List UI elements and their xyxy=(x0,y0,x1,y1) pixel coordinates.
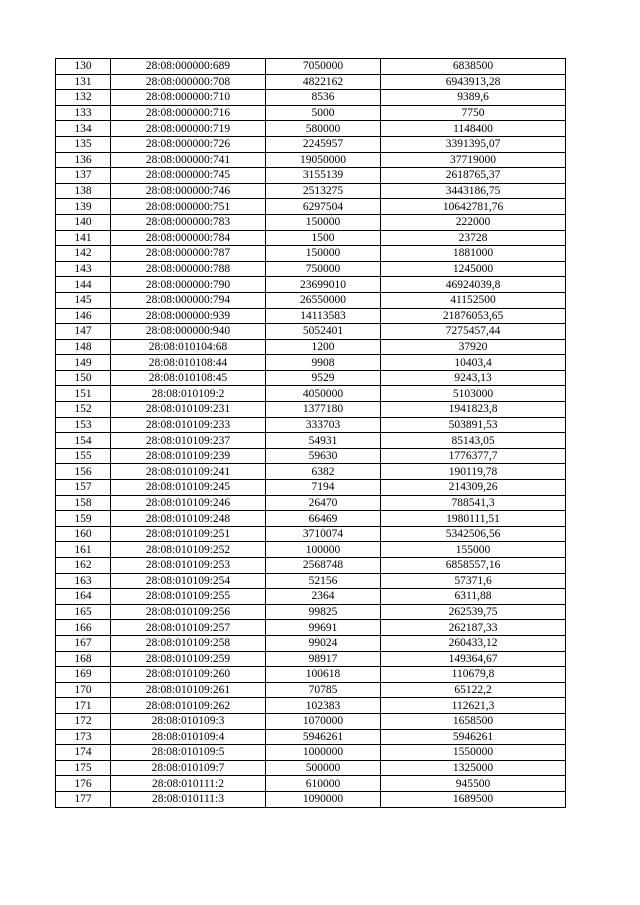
value-cell: 59630 xyxy=(266,448,381,464)
cadastral-number-cell: 28:08:000000:788 xyxy=(111,261,266,277)
row-number-cell: 175 xyxy=(56,760,111,776)
amount-cell: 1881000 xyxy=(381,246,566,262)
row-number-cell: 142 xyxy=(56,246,111,262)
amount-cell: 262187,33 xyxy=(381,620,566,636)
row-number-cell: 156 xyxy=(56,464,111,480)
row-number-cell: 155 xyxy=(56,448,111,464)
table-row xyxy=(56,573,566,589)
table-row xyxy=(56,90,566,106)
amount-cell: 5946261 xyxy=(381,729,566,745)
amount-cell: 41152500 xyxy=(381,292,566,308)
amount-cell: 9243,13 xyxy=(381,370,566,386)
cadastral-number-cell: 28:08:000000:746 xyxy=(111,183,266,199)
table-row xyxy=(56,433,566,449)
value-cell: 4822162 xyxy=(266,74,381,90)
amount-cell: 6943913,28 xyxy=(381,74,566,90)
cadastral-number-cell: 28:08:010104:68 xyxy=(111,339,266,355)
table-row xyxy=(56,370,566,386)
cadastral-number-cell: 28:08:010111:2 xyxy=(111,776,266,792)
cadastral-number-cell: 28:08:000000:719 xyxy=(111,121,266,137)
table-row xyxy=(56,667,566,683)
value-cell: 100618 xyxy=(266,667,381,683)
cadastral-number-cell: 28:08:010109:253 xyxy=(111,558,266,574)
row-number-cell: 149 xyxy=(56,355,111,371)
row-number-cell: 160 xyxy=(56,526,111,542)
cadastral-number-cell: 28:08:000000:751 xyxy=(111,199,266,215)
amount-cell: 7750 xyxy=(381,105,566,121)
amount-cell: 1689500 xyxy=(381,791,566,807)
amount-cell: 3391395,07 xyxy=(381,136,566,152)
value-cell: 4050000 xyxy=(266,386,381,402)
row-number-cell: 169 xyxy=(56,667,111,683)
amount-cell: 1148400 xyxy=(381,121,566,137)
row-number-cell: 153 xyxy=(56,417,111,433)
amount-cell: 1325000 xyxy=(381,760,566,776)
cadastral-number-cell: 28:08:010109:239 xyxy=(111,448,266,464)
table-row xyxy=(56,339,566,355)
table-row xyxy=(56,682,566,698)
amount-cell: 5342506,56 xyxy=(381,526,566,542)
value-cell: 26550000 xyxy=(266,292,381,308)
amount-cell: 260433,12 xyxy=(381,635,566,651)
cadastral-number-cell: 28:08:000000:783 xyxy=(111,214,266,230)
cadastral-number-cell: 28:08:000000:726 xyxy=(111,136,266,152)
row-number-cell: 171 xyxy=(56,698,111,714)
row-number-cell: 164 xyxy=(56,589,111,605)
table-row xyxy=(56,402,566,418)
table-row xyxy=(56,417,566,433)
value-cell: 1377180 xyxy=(266,402,381,418)
table-row xyxy=(56,292,566,308)
table-row xyxy=(56,495,566,511)
cadastral-number-cell: 28:08:010109:245 xyxy=(111,480,266,496)
amount-cell: 6838500 xyxy=(381,59,566,75)
value-cell: 580000 xyxy=(266,121,381,137)
cadastral-number-cell: 28:08:010109:4 xyxy=(111,729,266,745)
table-row xyxy=(56,74,566,90)
table-row xyxy=(56,729,566,745)
cadastral-number-cell: 28:08:010111:3 xyxy=(111,791,266,807)
amount-cell: 6311,88 xyxy=(381,589,566,605)
value-cell: 150000 xyxy=(266,246,381,262)
row-number-cell: 157 xyxy=(56,480,111,496)
row-number-cell: 151 xyxy=(56,386,111,402)
table-row xyxy=(56,745,566,761)
value-cell: 1000000 xyxy=(266,745,381,761)
row-number-cell: 137 xyxy=(56,168,111,184)
cadastral-number-cell: 28:08:010108:45 xyxy=(111,370,266,386)
table-row xyxy=(56,558,566,574)
row-number-cell: 132 xyxy=(56,90,111,106)
amount-cell: 112621,3 xyxy=(381,698,566,714)
value-cell: 333703 xyxy=(266,417,381,433)
table-row xyxy=(56,246,566,262)
cadastral-number-cell: 28:08:010109:246 xyxy=(111,495,266,511)
amount-cell: 222000 xyxy=(381,214,566,230)
row-number-cell: 131 xyxy=(56,74,111,90)
table-row xyxy=(56,277,566,293)
row-number-cell: 148 xyxy=(56,339,111,355)
table-row xyxy=(56,620,566,636)
table-row xyxy=(56,183,566,199)
row-number-cell: 138 xyxy=(56,183,111,199)
row-number-cell: 150 xyxy=(56,370,111,386)
cadastral-number-cell: 28:08:010109:256 xyxy=(111,604,266,620)
value-cell: 1200 xyxy=(266,339,381,355)
cadastral-number-cell: 28:08:010109:255 xyxy=(111,589,266,605)
row-number-cell: 166 xyxy=(56,620,111,636)
cadastral-number-cell: 28:08:010109:2 xyxy=(111,386,266,402)
value-cell: 19050000 xyxy=(266,152,381,168)
cadastral-number-cell: 28:08:010109:7 xyxy=(111,760,266,776)
amount-cell: 2618765,37 xyxy=(381,168,566,184)
amount-cell: 1776377,7 xyxy=(381,448,566,464)
value-cell: 26470 xyxy=(266,495,381,511)
row-number-cell: 163 xyxy=(56,573,111,589)
row-number-cell: 146 xyxy=(56,308,111,324)
table-row xyxy=(56,511,566,527)
cadastral-number-cell: 28:08:010109:3 xyxy=(111,713,266,729)
table-row xyxy=(56,526,566,542)
row-number-cell: 144 xyxy=(56,277,111,293)
row-number-cell: 165 xyxy=(56,604,111,620)
value-cell: 5946261 xyxy=(266,729,381,745)
table-row xyxy=(56,635,566,651)
amount-cell: 1245000 xyxy=(381,261,566,277)
amount-cell: 945500 xyxy=(381,776,566,792)
value-cell: 99691 xyxy=(266,620,381,636)
value-cell: 5052401 xyxy=(266,324,381,340)
amount-cell: 110679,8 xyxy=(381,667,566,683)
cadastral-number-cell: 28:08:010109:248 xyxy=(111,511,266,527)
row-number-cell: 170 xyxy=(56,682,111,698)
table-row xyxy=(56,651,566,667)
cadastral-number-cell: 28:08:000000:710 xyxy=(111,90,266,106)
amount-cell: 7275457,44 xyxy=(381,324,566,340)
row-number-cell: 173 xyxy=(56,729,111,745)
row-number-cell: 177 xyxy=(56,791,111,807)
cadastral-number-cell: 28:08:000000:790 xyxy=(111,277,266,293)
cadastral-number-cell: 28:08:010109:259 xyxy=(111,651,266,667)
value-cell: 99024 xyxy=(266,635,381,651)
amount-cell: 214309,26 xyxy=(381,480,566,496)
row-number-cell: 130 xyxy=(56,59,111,75)
value-cell: 70785 xyxy=(266,682,381,698)
amount-cell: 37920 xyxy=(381,339,566,355)
value-cell: 1090000 xyxy=(266,791,381,807)
table-row xyxy=(56,230,566,246)
value-cell: 9908 xyxy=(266,355,381,371)
amount-cell: 149364,67 xyxy=(381,651,566,667)
table-row xyxy=(56,480,566,496)
cadastral-number-cell: 28:08:010108:44 xyxy=(111,355,266,371)
value-cell: 100000 xyxy=(266,542,381,558)
amount-cell: 6858557,16 xyxy=(381,558,566,574)
cadastral-number-cell: 28:08:010109:233 xyxy=(111,417,266,433)
value-cell: 1070000 xyxy=(266,713,381,729)
amount-cell: 57371,6 xyxy=(381,573,566,589)
row-number-cell: 172 xyxy=(56,713,111,729)
amount-cell: 503891,53 xyxy=(381,417,566,433)
value-cell: 2245957 xyxy=(266,136,381,152)
table-row xyxy=(56,464,566,480)
value-cell: 8536 xyxy=(266,90,381,106)
row-number-cell: 147 xyxy=(56,324,111,340)
row-number-cell: 141 xyxy=(56,230,111,246)
table-row xyxy=(56,542,566,558)
value-cell: 54931 xyxy=(266,433,381,449)
amount-cell: 1941823,8 xyxy=(381,402,566,418)
table-row xyxy=(56,214,566,230)
row-number-cell: 168 xyxy=(56,651,111,667)
amount-cell: 5103000 xyxy=(381,386,566,402)
amount-cell: 3443186,75 xyxy=(381,183,566,199)
cadastral-number-cell: 28:08:000000:787 xyxy=(111,246,266,262)
row-number-cell: 152 xyxy=(56,402,111,418)
value-cell: 750000 xyxy=(266,261,381,277)
cadastral-number-cell: 28:08:000000:940 xyxy=(111,324,266,340)
cadastral-number-cell: 28:08:010109:262 xyxy=(111,698,266,714)
value-cell: 7050000 xyxy=(266,59,381,75)
cadastral-number-cell: 28:08:010109:258 xyxy=(111,635,266,651)
value-cell: 6382 xyxy=(266,464,381,480)
cadastral-number-cell: 28:08:010109:257 xyxy=(111,620,266,636)
row-number-cell: 135 xyxy=(56,136,111,152)
table-row xyxy=(56,604,566,620)
amount-cell: 21876053,65 xyxy=(381,308,566,324)
cadastral-number-cell: 28:08:010109:252 xyxy=(111,542,266,558)
cadastral-number-cell: 28:08:000000:794 xyxy=(111,292,266,308)
table-row xyxy=(56,791,566,807)
table-row xyxy=(56,698,566,714)
value-cell: 99825 xyxy=(266,604,381,620)
cadastral-number-cell: 28:08:000000:708 xyxy=(111,74,266,90)
value-cell: 23699010 xyxy=(266,277,381,293)
table-row xyxy=(56,59,566,75)
value-cell: 500000 xyxy=(266,760,381,776)
cadastral-number-cell: 28:08:000000:784 xyxy=(111,230,266,246)
amount-cell: 262539,75 xyxy=(381,604,566,620)
value-cell: 66469 xyxy=(266,511,381,527)
row-number-cell: 174 xyxy=(56,745,111,761)
cadastral-number-cell: 28:08:000000:745 xyxy=(111,168,266,184)
row-number-cell: 143 xyxy=(56,261,111,277)
row-number-cell: 133 xyxy=(56,105,111,121)
amount-cell: 1658500 xyxy=(381,713,566,729)
table-row xyxy=(56,760,566,776)
row-number-cell: 162 xyxy=(56,558,111,574)
row-number-cell: 176 xyxy=(56,776,111,792)
table-row xyxy=(56,152,566,168)
row-number-cell: 154 xyxy=(56,433,111,449)
amount-cell: 788541,3 xyxy=(381,495,566,511)
value-cell: 3710074 xyxy=(266,526,381,542)
value-cell: 3155139 xyxy=(266,168,381,184)
value-cell: 1500 xyxy=(266,230,381,246)
table-row xyxy=(56,168,566,184)
cadastral-number-cell: 28:08:000000:741 xyxy=(111,152,266,168)
row-number-cell: 136 xyxy=(56,152,111,168)
amount-cell: 65122,2 xyxy=(381,682,566,698)
cadastral-number-cell: 28:08:000000:716 xyxy=(111,105,266,121)
value-cell: 610000 xyxy=(266,776,381,792)
row-number-cell: 145 xyxy=(56,292,111,308)
amount-cell: 1550000 xyxy=(381,745,566,761)
row-number-cell: 140 xyxy=(56,214,111,230)
table-row xyxy=(56,105,566,121)
cadastral-number-cell: 28:08:010109:251 xyxy=(111,526,266,542)
value-cell: 2568748 xyxy=(266,558,381,574)
cadastral-number-cell: 28:08:000000:689 xyxy=(111,59,266,75)
value-cell: 102383 xyxy=(266,698,381,714)
table-row xyxy=(56,121,566,137)
cadastral-number-cell: 28:08:010109:261 xyxy=(111,682,266,698)
cadastral-number-cell: 28:08:010109:237 xyxy=(111,433,266,449)
cadastral-number-cell: 28:08:010109:254 xyxy=(111,573,266,589)
amount-cell: 10642781,76 xyxy=(381,199,566,215)
table-body xyxy=(56,59,566,808)
table-row xyxy=(56,136,566,152)
table-row xyxy=(56,448,566,464)
table-row xyxy=(56,324,566,340)
data-table xyxy=(55,58,566,808)
row-number-cell: 158 xyxy=(56,495,111,511)
table-row xyxy=(56,308,566,324)
row-number-cell: 139 xyxy=(56,199,111,215)
value-cell: 150000 xyxy=(266,214,381,230)
cadastral-number-cell: 28:08:010109:260 xyxy=(111,667,266,683)
value-cell: 6297504 xyxy=(266,199,381,215)
amount-cell: 23728 xyxy=(381,230,566,246)
value-cell: 14113583 xyxy=(266,308,381,324)
value-cell: 2364 xyxy=(266,589,381,605)
amount-cell: 37719000 xyxy=(381,152,566,168)
row-number-cell: 161 xyxy=(56,542,111,558)
table-row xyxy=(56,355,566,371)
table-row xyxy=(56,386,566,402)
cadastral-number-cell: 28:08:000000:939 xyxy=(111,308,266,324)
value-cell: 2513275 xyxy=(266,183,381,199)
cadastral-number-cell: 28:08:010109:241 xyxy=(111,464,266,480)
value-cell: 9529 xyxy=(266,370,381,386)
row-number-cell: 159 xyxy=(56,511,111,527)
row-number-cell: 134 xyxy=(56,121,111,137)
table-row xyxy=(56,713,566,729)
amount-cell: 190119,78 xyxy=(381,464,566,480)
amount-cell: 1980111,51 xyxy=(381,511,566,527)
cadastral-number-cell: 28:08:010109:5 xyxy=(111,745,266,761)
amount-cell: 85143,05 xyxy=(381,433,566,449)
amount-cell: 46924039,8 xyxy=(381,277,566,293)
table-row xyxy=(56,199,566,215)
value-cell: 52156 xyxy=(266,573,381,589)
amount-cell: 9389,6 xyxy=(381,90,566,106)
amount-cell: 155000 xyxy=(381,542,566,558)
value-cell: 5000 xyxy=(266,105,381,121)
table-row xyxy=(56,776,566,792)
value-cell: 7194 xyxy=(266,480,381,496)
row-number-cell: 167 xyxy=(56,635,111,651)
table-row xyxy=(56,261,566,277)
amount-cell: 10403,4 xyxy=(381,355,566,371)
value-cell: 98917 xyxy=(266,651,381,667)
table-row xyxy=(56,589,566,605)
cadastral-number-cell: 28:08:010109:231 xyxy=(111,402,266,418)
